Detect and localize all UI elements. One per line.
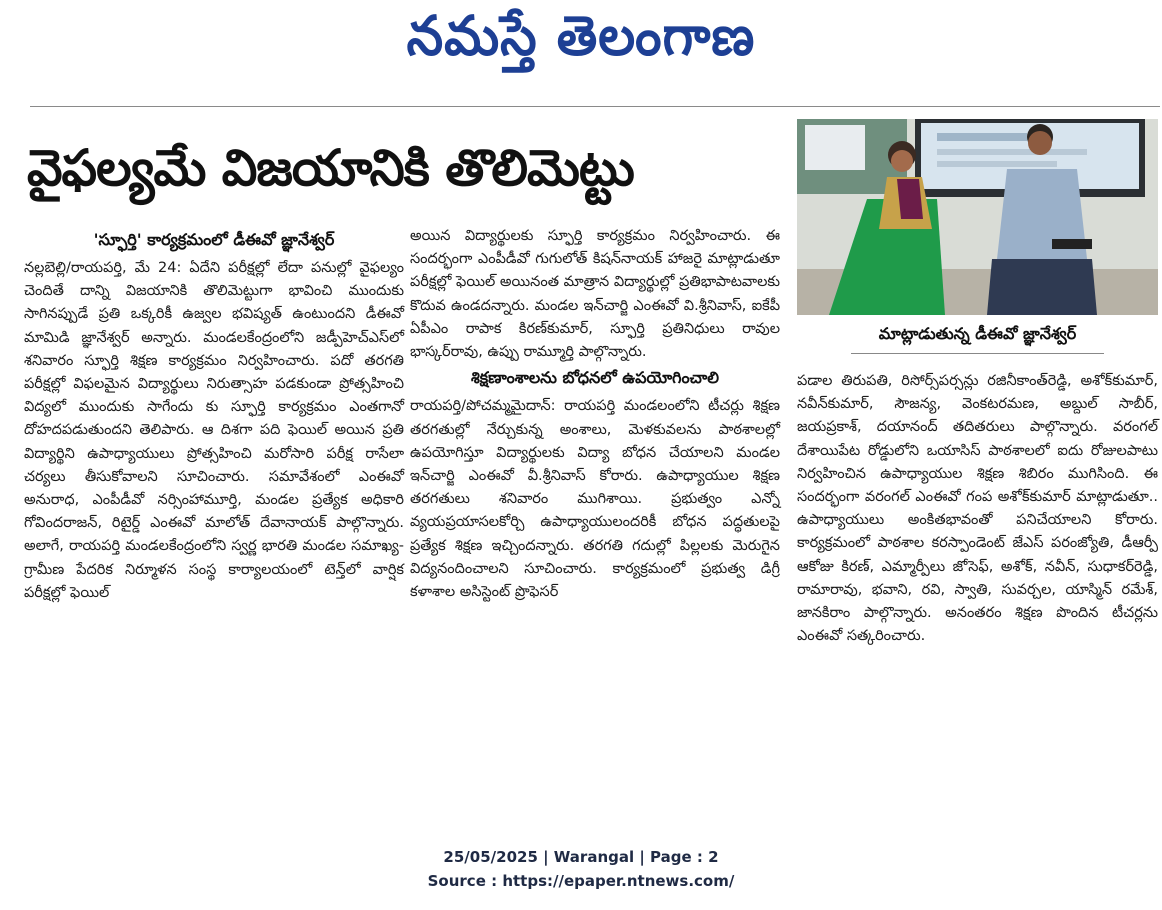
classroom-photo bbox=[797, 119, 1158, 315]
masthead bbox=[0, 2, 1162, 84]
article-subhead: 'స్ఫూర్తి' కార్యక్రమంలో డీఈవో జ్ఞానేశ్వర్ bbox=[93, 230, 335, 249]
article-column-2-text-a: అయిన విద్యార్థులకు స్ఫూర్తి కార్యక్రమం నిర్వహించారు. ఈ సందర్భంగా ఎంపీడీవో గుగులోత్ కిషన్‌నాయక్ హాజరై మాట్లాడుతూ పరీక్షల్లో ఫెయిల్ అయినంత మాత్రాన విద్యార్థుల్లో ప్రతిభాపాటవాలకు కొదువ ఉండదన్నారు. మండల ఇన్‌చార్జి ఎంఈవో వి.శ్రీనివాస్, ఐకేపీ ఏపీఎం రాపాక కిరణ్‌కుమార్, స్ఫూర్తి ప్రతినిధులు రావుల భాస్కర్‌రావు, ఉప్పు రామ్మూర్తి పాల్గొన్నారు. bbox=[410, 228, 780, 361]
footer-date-page: 25/05/2025 | Warangal | Page : 2 bbox=[443, 848, 719, 866]
photo-caption bbox=[797, 320, 1158, 356]
photo-caption-text: మాట్లాడుతున్న డీఈవో జ్ఞానేశ్వర్ bbox=[851, 322, 1105, 354]
article-subhead-2: శిక్షణాంశాలను బోధనలో ఉపయోగించాలి bbox=[471, 368, 719, 388]
masthead-divider bbox=[30, 106, 1160, 107]
article-column-3: పడాల తిరుపతి, రిసోర్స్‌పర్సన్లు రజినీకాంత్‌రెడ్డి, అశోక్‌కుమార్, నవీన్‌కుమార్, సౌజన్య, వెంకటరమణ, అబ్దుల్ సాబీర్, జయప్రకాశ్, దయానంద్ తదితరులు పాల్గొన్నారు. వరంగల్ దేశాయిపేట రోడ్డులోని ఒయాసిస్ పాఠశాలలో ఐదు రోజులపాటు నిర్వహించిన ఉపాధ్యాయుల శిక్షణ శిబిరం ముగిసింది. ఈ సందర్భంగా వరంగల్ ఎంఈవో గంప అశోక్‌కుమార్ మాట్లాడుతూ.. ఉపాధ్యాయులు అంకితభావంతో పనిచేయాలని కోరారు. కార్యక్రమంలో పాఠశాల కరస్పాండెంట్ జేఎస్ పరంజ్యోతి, డీఆర్పీ ఆకోజు కిరణ్, ఎమ్మార్పీలు జోసెఫ్, అశోక్, నవీన్, సుధాకర్‌రెడ్డి, రామారావు, భవాని, రవి, స్వాతి, సువర్చల, యాస్మిన్ రమేశ్, జానకిరాం పాల్గొన్నారు. అనంతరం శిక్షణ పొందిన టీచర్లను ఎంఈవో సత్కరించారు. bbox=[797, 373, 1158, 645]
article-column-1: నల్లబెల్లి/రాయపర్తి, మే 24: ఏదేని పరీక్షల్లో లేదా పనుల్లో వైఫల్యం చెందితే దాన్ని విజయానికి తొలిమెట్టుగా భావించి ముందుకు సాగినప్పుడే ప్రతి ఒక్కరికీ ఉజ్వల భవిష్యత్ ఉంటుందని డీఈవో మామిడి జ్ఞానేశ్వర్ అన్నారు. మండలకేంద్రంలోని జడ్పీహెచ్ఎస్‌లో శనివారం స్ఫూర్తి శిక్షణ కార్యక్రమం నిర్వహించారు. పదో తరగతి పరీక్షల్లో విఫలమైన విద్యార్థులు నిరుత్సాహ పడకుండా ప్రోత్సహించి విద్యలో ముందుకు సాగేందు కు స్ఫూర్తి కార్యక్రమం ఎంతగానో దోహదపడుతుందని తెలిపారు. ఆ దిశగా పది ఫెయిల్ అయిన ప్రతి విద్యార్థిని ఉపాధ్యాయులు ప్రోత్సహించి మరోసారి పరీక్ష రాసేలా చర్యలు తీసుకోవాలని సూచించారు. సమావేశంలో ఎంఈవో అనురాధ, ఎంపీడీవో నర్సింహామూర్తి, మండల ప్రత్యేక అధికారి గోవిందరాజన్, రిటైర్డ్ ఎంఈవో మాలోత్ దేవానాయక్ పాల్గొన్నారు. అలాగే, రాయపర్తి మండలకేంద్రంలోని స్వర్ణ భారతి మండల సమాఖ్య-గ్రామీణ పేదరిక నిర్మూళన సంస్థ కార్యాలయంలో టెన్త్‌లో వార్షిక పరీక్షల్లో ఫెయిల్ bbox=[24, 260, 404, 601]
article-column-2-text-b: రాయపర్తి/పోచమ్మమైదాన్: రాయపర్తి మండలంలోని టీచర్లు శిక్షణ తరగతుల్లో నేర్చుకున్న అంశాలు, మెళకువలను పాఠశాలల్లో ఉపయోగిస్తూ విద్యార్థులకు విద్యా బోధన చేయాలని మండల ఇన్‌చార్జి ఎంఈవో వీ.శ్రీనివాస్ కోరారు. ఉపాధ్యాయుల శిక్షణ తరగతులు శనివారం ముగిశాయి. ప్రభుత్వం ఎన్నో వ్యయప్రయాసలకోర్చి ఉపాధ్యాయులందరికీ బోధన పద్ధతులపై ప్రత్యేక శిక్షణ ఇచ్చిందన్నారు. తరగతి గదుల్లో పిల్లలకు మెరుగైన విద్యనందించాలని సూచించారు. కార్యక్రమంలో ప్రభుత్వ డిగ్రీ కళాశాల అసిస్టెంట్ ప్రొఫెసర్ bbox=[410, 398, 780, 601]
article-photo bbox=[797, 119, 1158, 315]
footer-source: Source : https://epaper.ntnews.com/ bbox=[427, 872, 735, 890]
article-column-2 bbox=[410, 225, 780, 604]
newspaper-logo: నమస్తే తెలంగాణ bbox=[406, 4, 756, 68]
article-headline: వైఫల్యమే విజయానికి తొలిమెట్టు bbox=[27, 139, 634, 197]
